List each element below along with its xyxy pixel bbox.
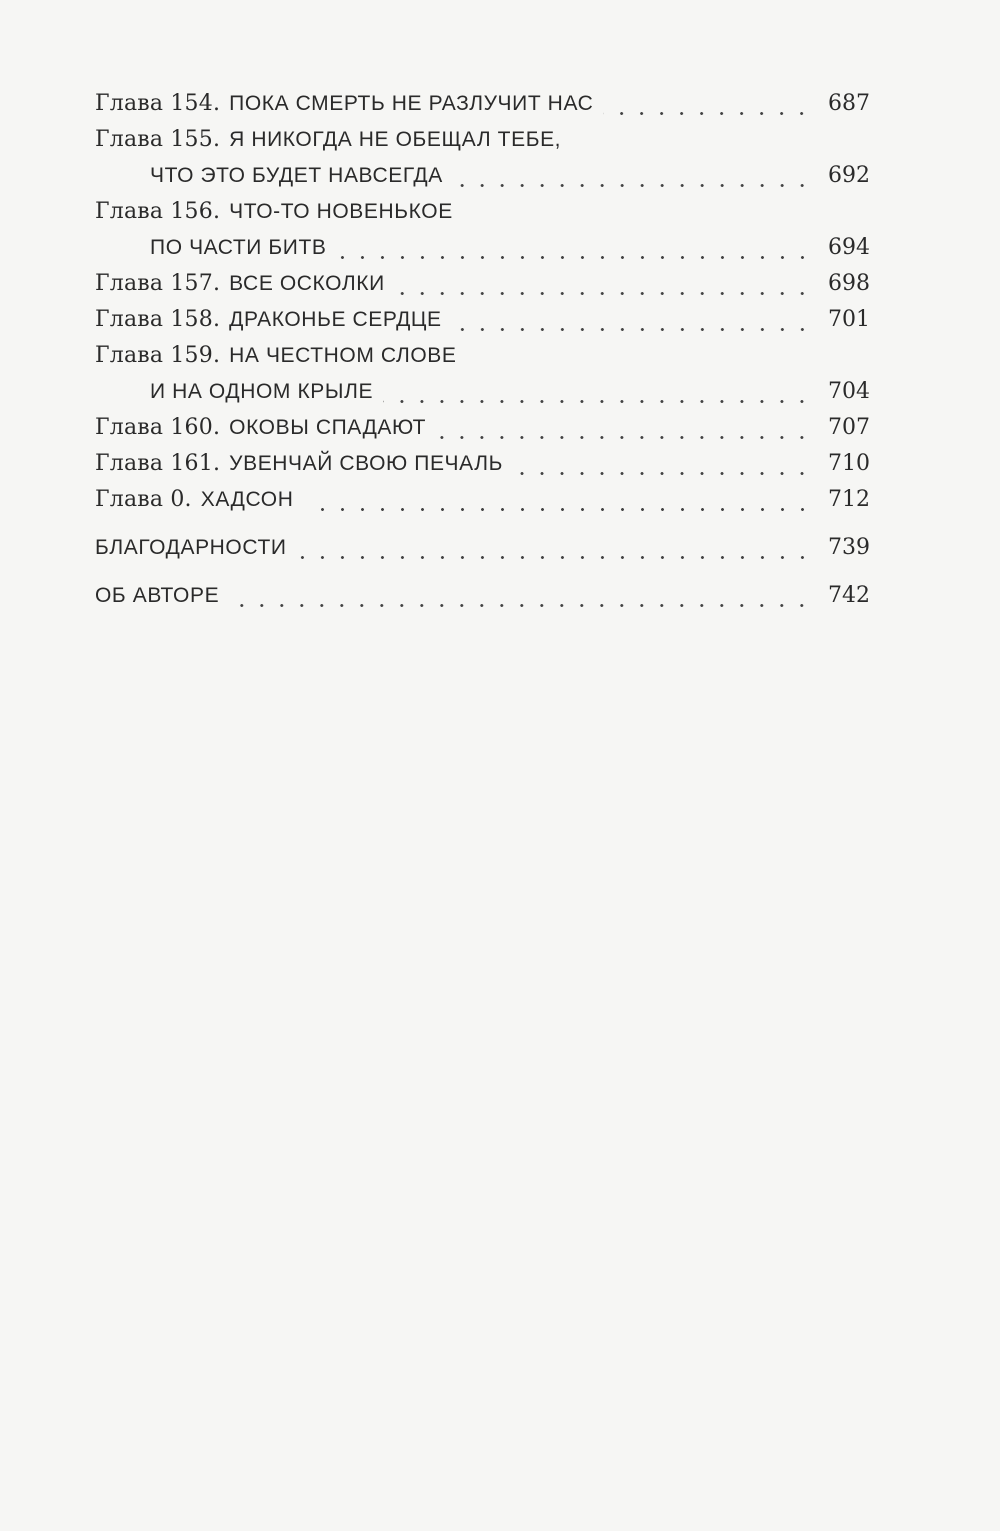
toc-entry-157 — [95, 266, 870, 302]
page-number: 692 — [828, 163, 870, 188]
chapter-title-continuation: И НА ОДНОМ КРЫЛЕ — [150, 380, 374, 403]
toc-entry-159 — [95, 338, 870, 374]
toc-entry-about-author — [95, 578, 870, 614]
page-number: 712 — [828, 487, 870, 512]
page-number: 707 — [828, 415, 870, 440]
chapter-title: ВСЕ ОСКОЛКИ — [229, 272, 385, 295]
chapter-title: ХАДСОН — [200, 488, 294, 511]
toc-entry-161 — [95, 446, 870, 482]
toc-entry-155-continuation — [95, 158, 870, 194]
toc-entry-160 — [95, 410, 870, 446]
dot-leader — [436, 436, 812, 439]
chapter-title: ЧТО-ТО НОВЕНЬКОЕ — [229, 200, 453, 223]
dot-leader — [395, 292, 812, 295]
toc-entry-155 — [95, 122, 870, 158]
chapter-number: Глава 0. — [95, 487, 192, 512]
chapter-number: Глава 161. — [95, 451, 221, 476]
page-number: 694 — [828, 235, 870, 260]
dot-leader — [453, 184, 812, 187]
chapter-number: Глава 159. — [95, 343, 221, 368]
dot-leader — [603, 112, 812, 115]
chapter-number: Глава 160. — [95, 415, 221, 440]
page-number: 698 — [828, 271, 870, 296]
chapter-number: Глава 157. — [95, 271, 221, 296]
chapter-title: Я НИКОГДА НЕ ОБЕЩАЛ ТЕБЕ, — [229, 128, 562, 151]
section-title: ОБ АВТОРЕ — [95, 584, 220, 607]
chapter-number: Глава 156. — [95, 199, 221, 224]
toc-entry-154 — [95, 86, 870, 122]
toc-entry-158 — [95, 302, 870, 338]
page-number: 739 — [828, 535, 870, 560]
chapter-number: Глава 154. — [95, 91, 221, 116]
toc-entry-156-continuation — [95, 230, 870, 266]
toc-entry-159-continuation — [95, 374, 870, 410]
section-title: БЛАГОДАРНОСТИ — [95, 536, 287, 559]
page-number: 704 — [828, 379, 870, 404]
chapter-title-continuation: ЧТО ЭТО БУДЕТ НАВСЕГДА — [150, 164, 443, 187]
toc-entry-acknowledgements — [95, 530, 870, 566]
dot-leader — [229, 604, 812, 607]
dot-leader — [513, 472, 812, 475]
page-number: 710 — [828, 451, 870, 476]
dot-leader — [304, 508, 813, 511]
page-number: 701 — [828, 307, 870, 332]
chapter-number: Глава 158. — [95, 307, 221, 332]
dot-leader — [383, 400, 812, 403]
dot-leader — [452, 328, 812, 331]
toc-entry-0 — [95, 482, 870, 518]
chapter-title-continuation: ПО ЧАСТИ БИТВ — [150, 236, 327, 259]
dot-leader — [337, 256, 812, 259]
dot-leader — [297, 556, 812, 559]
chapter-title: ОКОВЫ СПАДАЮТ — [229, 416, 427, 439]
chapter-title: ПОКА СМЕРТЬ НЕ РАЗЛУЧИТ НАС — [229, 92, 594, 115]
page-number: 742 — [828, 583, 870, 608]
chapter-title: НА ЧЕСТНОМ СЛОВЕ — [229, 344, 457, 367]
chapter-number: Глава 155. — [95, 127, 221, 152]
toc-entry-156 — [95, 194, 870, 230]
chapter-title: ДРАКОНЬЕ СЕРДЦЕ — [229, 308, 442, 331]
table-of-contents — [95, 86, 870, 614]
chapter-title: УВЕНЧАЙ СВОЮ ПЕЧАЛЬ — [229, 452, 503, 475]
page-number: 687 — [828, 91, 870, 116]
